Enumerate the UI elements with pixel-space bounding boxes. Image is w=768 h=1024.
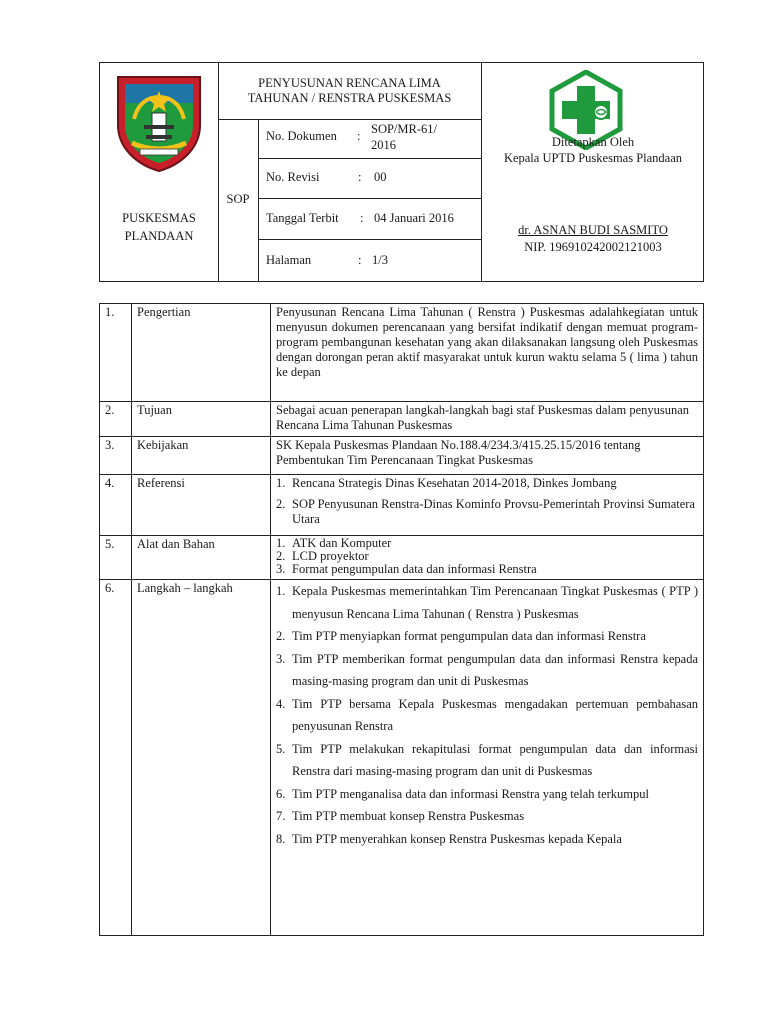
list-item: 2. Tim PTP menyiapkan format pengumpulan data dan informasi Renstra bbox=[276, 629, 646, 643]
table-row bbox=[100, 580, 704, 936]
table-row bbox=[100, 402, 704, 437]
issue-date-colon: : bbox=[360, 211, 364, 225]
list-item: 2. SOP Penyusunan Renstra-Dinas Kominfo Provsu-Pemerintah Provinsi Sumatera Utara bbox=[276, 497, 695, 526]
table-row bbox=[100, 536, 704, 580]
list-item: 1. ATK dan Komputer bbox=[276, 536, 392, 550]
list-item: 7. Tim PTP membuat konsep Renstra Puskesmas bbox=[276, 809, 525, 823]
row-label: Pengertian bbox=[132, 304, 271, 402]
approver-position: Kepala UPTD Puskesmas Plandaan bbox=[503, 151, 683, 165]
row-number: 5. bbox=[100, 536, 132, 580]
row-content bbox=[271, 475, 704, 536]
document-title-line2: TAHUNAN / RENSTRA PUSKESMAS bbox=[247, 91, 452, 105]
table-row bbox=[100, 437, 704, 475]
document-header bbox=[99, 62, 704, 282]
row-number: 3. bbox=[100, 437, 132, 475]
revision-value: 00 bbox=[374, 170, 387, 184]
row-content bbox=[271, 580, 704, 936]
row-label: Referensi bbox=[132, 475, 271, 536]
sop-content-table bbox=[99, 303, 704, 936]
list-item: 3. Tim PTP memberikan format pengumpulan data dan informasi Renstra kepada masing-masing program dan unit di Puskesmas bbox=[276, 651, 698, 688]
doc-no-label: No. Dokumen bbox=[266, 129, 337, 143]
table-row bbox=[100, 304, 704, 402]
row-number: 1. bbox=[100, 304, 132, 402]
row-label: Kebijakan bbox=[132, 437, 271, 475]
issue-date-label: Tanggal Terbit bbox=[266, 211, 339, 225]
list-item: 5. Tim PTP melakukan rekapitulasi format pengumpulan data dan informasi Renstra dari masing-masing program dan unit di Puskesmas bbox=[276, 741, 698, 778]
page-label: Halaman bbox=[266, 253, 312, 267]
signatory-name: dr. ASNAN BUDI SASMITO bbox=[518, 223, 668, 237]
row-content: Sebagai acuan penerapan langkah-langkah bagi staf Puskesmas dalam penyusunan Rencana Lima Tahunan Puskesmas bbox=[271, 402, 704, 437]
signatory-nip: NIP. 196910242002121003 bbox=[524, 240, 662, 254]
table-row bbox=[100, 475, 704, 536]
document-title-line1: PENYUSUNAN RENCANA LIMA bbox=[258, 76, 441, 90]
row-label: Langkah – langkah bbox=[132, 580, 271, 936]
row-content bbox=[271, 536, 704, 580]
page-colon: : bbox=[358, 253, 362, 267]
list-item: 8. Tim PTP menyerahkan konsep Renstra Puskesmas kepada Kepala bbox=[276, 831, 622, 846]
row-label: Tujuan bbox=[132, 402, 271, 437]
row-label: Alat dan Bahan bbox=[132, 536, 271, 580]
institution-name-line1: PUSKESMAS bbox=[122, 211, 196, 225]
list-item: 4. Tim PTP bersama Kepala Puskesmas mengadakan pertemuan pembahasan penyusunan Renstra bbox=[276, 696, 698, 733]
list-item: 6. Tim PTP menganalisa data dan informasi Renstra yang telah terkumpul bbox=[276, 786, 649, 801]
doc-no-value-line1: SOP/MR-61/ bbox=[371, 122, 437, 136]
list-item: 1. Rencana Strategis Dinas Kesehatan 2014-2018, Dinkes Jombang bbox=[276, 476, 617, 490]
row-number: 2. bbox=[100, 402, 132, 437]
page-value: 1/3 bbox=[372, 253, 388, 267]
row-content: SK Kepala Puskesmas Plandaan No.188.4/234.3/415.25.15/2016 tentang Pembentukan Tim Perencanaan Tingkat Puskesmas bbox=[271, 437, 704, 475]
doc-no-value-line2: 2016 bbox=[371, 138, 396, 152]
sop-label: SOP bbox=[226, 192, 250, 206]
revision-label: No. Revisi bbox=[266, 170, 320, 184]
list-item: 3. Format pengumpulan data dan informasi Renstra bbox=[276, 562, 537, 576]
list-item: 2. LCD proyektor bbox=[276, 549, 369, 563]
row-content: Penyusunan Rencana Lima Tahunan ( Renstra ) Puskesmas adalahkegiatan untuk menyusun dokumen perencanaan yang bersifat indikatif dengan memuat program-program pembangunan kesehatan yang akan dilaksanakan langsung oleh Puskesmas dengan dorongan peran aktif masyarakat untuk kurun waktu selama 5 ( lima ) tahun ke depan bbox=[271, 304, 704, 402]
institution-name-line2: PLANDAAN bbox=[124, 229, 194, 243]
revision-colon: : bbox=[358, 170, 362, 184]
doc-no-colon: : bbox=[357, 129, 361, 143]
regional-emblem-icon bbox=[114, 73, 204, 173]
approved-by: Ditetapkan Oleh bbox=[551, 135, 635, 149]
row-number: 6. bbox=[100, 580, 132, 936]
list-item: 1. Kepala Puskesmas memerintahkan Tim Perencanaan Tingkat Puskesmas ( PTP ) menyusun Rencana Lima Tahunan ( Renstra ) Puskesmas bbox=[276, 584, 698, 621]
issue-date-value: 04 Januari 2016 bbox=[374, 211, 454, 225]
row-number: 4. bbox=[100, 475, 132, 536]
